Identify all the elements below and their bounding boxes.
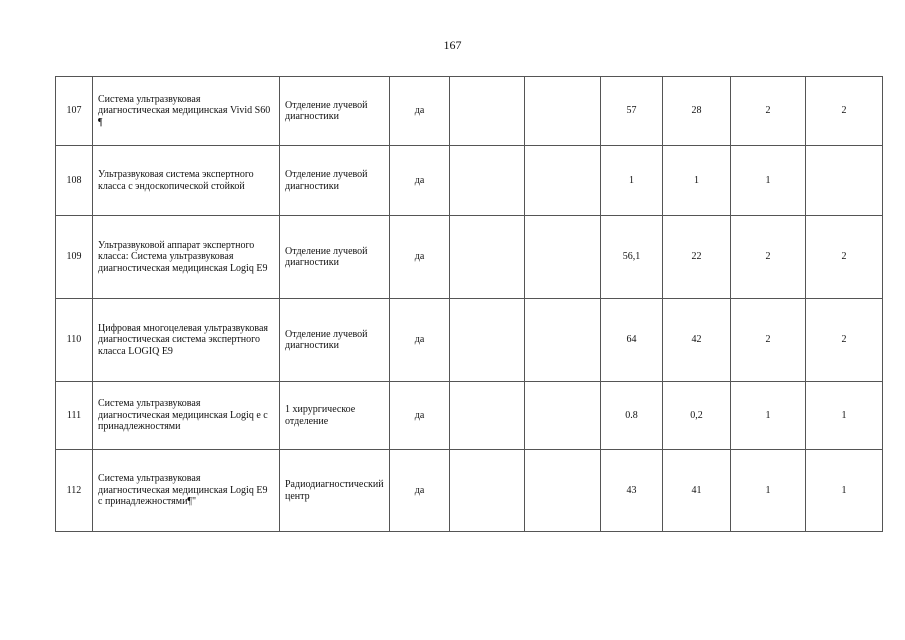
equipment-table — [55, 76, 883, 532]
value-3: 1 — [731, 146, 806, 216]
equipment-name: Система ультразвуковая диагностическая медицинская Logiq E9 с принадлежностями¶" — [93, 450, 280, 532]
empty-cell — [525, 382, 601, 450]
value-2: 41 — [663, 450, 731, 532]
department: Отделение лучевой диагностики — [280, 77, 390, 146]
value-3: 1 — [731, 382, 806, 450]
value-4: 1 — [806, 382, 883, 450]
value-1: 43 — [601, 450, 663, 532]
page-number: 167 — [443, 38, 462, 52]
value-2: 28 — [663, 77, 731, 146]
availability: да — [390, 382, 450, 450]
empty-cell — [450, 299, 525, 382]
row-number: 107 — [56, 77, 93, 146]
value-2: 1 — [663, 146, 731, 216]
table-row — [56, 450, 883, 532]
equipment-name: Цифровая многоцелевая ультразвуковая диагностическая система экспертного класса LOGIQ E9 — [93, 299, 280, 382]
value-2: 0,2 — [663, 382, 731, 450]
value-4 — [806, 146, 883, 216]
value-1: 64 — [601, 299, 663, 382]
row-number: 111 — [56, 382, 93, 450]
equipment-name: Ультразвуковая система экспертного класса с эндоскопической стойкой — [93, 146, 280, 216]
availability: да — [390, 450, 450, 532]
availability: да — [390, 216, 450, 299]
empty-cell — [525, 77, 601, 146]
equipment-name: Система ультразвуковая диагностическая медицинская Logiq e с принадлежностями — [93, 382, 280, 450]
empty-cell — [450, 382, 525, 450]
table-row — [56, 77, 883, 146]
empty-cell — [525, 299, 601, 382]
value-3: 2 — [731, 216, 806, 299]
department: 1 хирургическое отделение — [280, 382, 390, 450]
row-number: 109 — [56, 216, 93, 299]
value-1: 57 — [601, 77, 663, 146]
availability: да — [390, 299, 450, 382]
department: Отделение лучевой диагностики — [280, 299, 390, 382]
table-row — [56, 216, 883, 299]
availability: да — [390, 146, 450, 216]
empty-cell — [450, 146, 525, 216]
equipment-name: Система ультразвуковая диагностическая медицинская Vivid S60 ¶ — [93, 77, 280, 146]
value-4: 2 — [806, 77, 883, 146]
value-3: 2 — [731, 77, 806, 146]
row-number: 112 — [56, 450, 93, 532]
empty-cell — [450, 216, 525, 299]
table-row — [56, 146, 883, 216]
value-1: 56,1 — [601, 216, 663, 299]
empty-cell — [525, 146, 601, 216]
empty-cell — [450, 450, 525, 532]
department: Отделение лучевой диагностики — [280, 146, 390, 216]
value-4: 2 — [806, 216, 883, 299]
department: Отделение лучевой диагностики — [280, 216, 390, 299]
value-3: 1 — [731, 450, 806, 532]
value-3: 2 — [731, 299, 806, 382]
table-row — [56, 299, 883, 382]
empty-cell — [450, 77, 525, 146]
value-1: 1 — [601, 146, 663, 216]
department: Радиодиагностический центр — [280, 450, 390, 532]
table-row — [56, 382, 883, 450]
empty-cell — [525, 450, 601, 532]
row-number: 108 — [56, 146, 93, 216]
availability: да — [390, 77, 450, 146]
row-number: 110 — [56, 299, 93, 382]
equipment-name: Ультразвуковой аппарат экспертного класса: Система ультразвуковая диагностическая медицинская Logiq E9 — [93, 216, 280, 299]
value-2: 22 — [663, 216, 731, 299]
value-1: 0.8 — [601, 382, 663, 450]
value-2: 42 — [663, 299, 731, 382]
value-4: 2 — [806, 299, 883, 382]
value-4: 1 — [806, 450, 883, 532]
empty-cell — [525, 216, 601, 299]
